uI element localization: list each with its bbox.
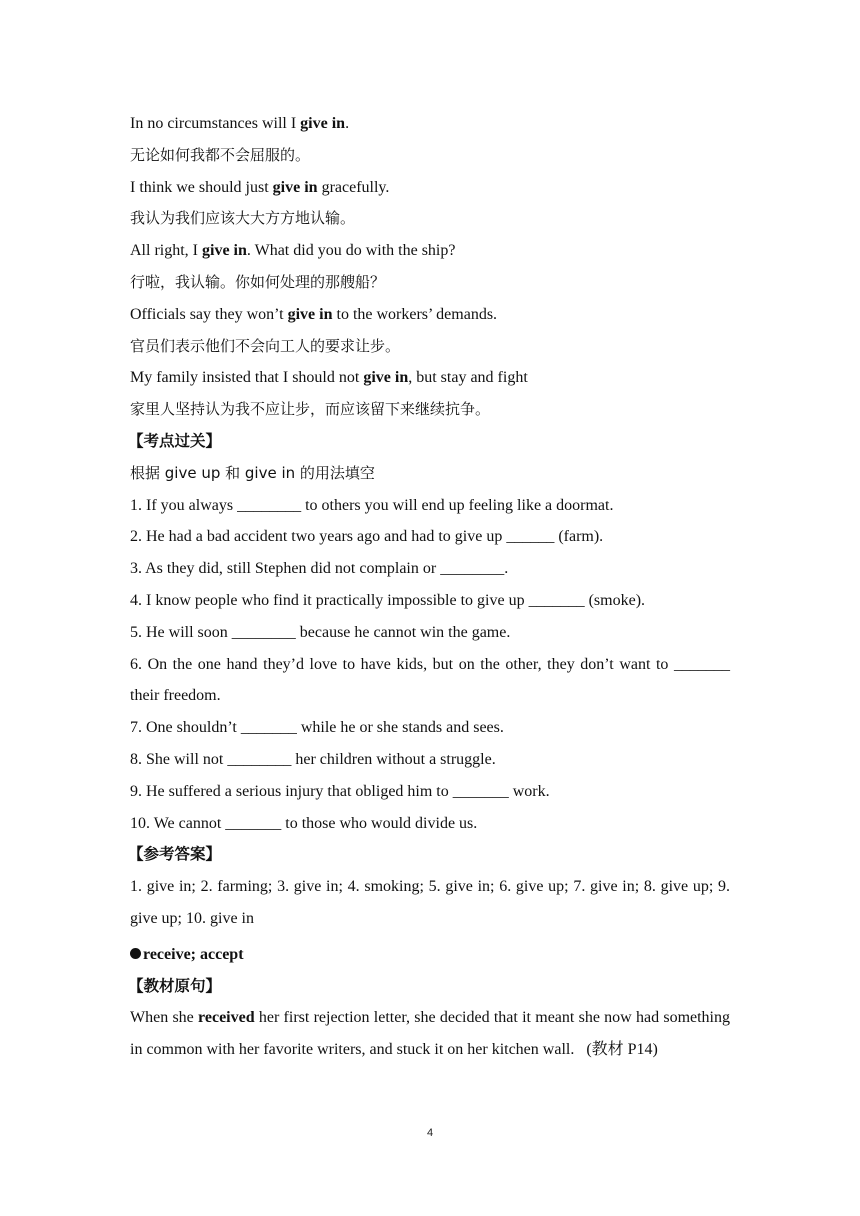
keyword-give-in: give in xyxy=(363,369,409,387)
example-sentence-zh: 家里人坚持认为我不应让步，而应该留下来继续抗争。 xyxy=(130,400,491,419)
keyword-give-in: give in xyxy=(300,115,346,132)
answers-text: 1. give in; 2. farming; 3. give in; 4. smoking; 5. give in; 6. give up; 7. give in; 8. give up; 9. give up; 10. give in xyxy=(130,878,730,927)
example-sentence-zh: 行啦，我认输。你如何处理的那艘船？ xyxy=(130,272,386,291)
exercise-item-3: 3. As they did, still Stephen did not complain or ________. xyxy=(130,560,509,578)
exercise-list xyxy=(130,490,730,840)
keyword-give-in: give in xyxy=(202,242,247,260)
example-block-1 xyxy=(130,108,730,172)
example-sentence-en: All right, I give in. What did you do with the ship? xyxy=(130,242,456,260)
exercise-item-4: 4. I know people who find it practically impossible to give up _______ (smoke). xyxy=(130,591,646,609)
exercise-heading: 【考点过关】 xyxy=(128,431,222,450)
exercise-instruction: 根据 give up 和 give in 的用法填空 xyxy=(130,463,375,482)
exercise-item-9: 9. He suffered a serious injury that obliged him to _______ work. xyxy=(130,782,550,800)
example-block-4 xyxy=(130,299,730,363)
example-sentence-en: In no circumstances will I give in. xyxy=(130,115,350,132)
source-sentence: When she received her first rejection letter, she decided that it meant she now had something in common with her favorite writers, and stuck it on her kitchen wall. (教材 P14) xyxy=(130,1009,731,1059)
keyword-give-in: give in xyxy=(272,178,318,196)
section-title: receive; accept xyxy=(130,939,730,971)
example-sentence-zh: 我认为我们应该大大方方地认输。 xyxy=(130,209,356,228)
exercise-item-1: 1. If you always ________ to others you will end up feeling like a doormat. xyxy=(130,496,614,514)
page-number: 4 xyxy=(426,1127,434,1139)
document-page xyxy=(130,108,730,1066)
exercise-item-6: 6. On the one hand they’d love to have kids, but on the other, they don’t want to _______ their freedom. xyxy=(130,655,730,705)
example-sentence-en: My family insisted that I should not give in, but stay and fight xyxy=(130,369,528,387)
keyword-received: received xyxy=(198,1009,255,1027)
example-sentence-en: I think we should just give in gracefully. xyxy=(130,178,390,196)
exercise-item-2: 2. He had a bad accident two years ago and had to give up ______ (farm). xyxy=(130,528,604,546)
exercise-item-7: 7. One shouldn’t _______ while he or she stands and sees. xyxy=(130,719,504,737)
keyword-give-in: give in xyxy=(287,305,333,323)
exercise-item-5: 5. He will soon ________ because he cannot win the game. xyxy=(130,623,511,641)
source-heading: 【教材原句】 xyxy=(128,976,222,995)
example-block-5 xyxy=(130,362,730,426)
bullet-icon xyxy=(130,948,141,959)
example-sentence-zh: 官员们表示他们不会向工人的要求让步。 xyxy=(130,336,401,355)
exercise-item-8: 8. She will not ________ her children without a struggle. xyxy=(130,750,496,768)
example-block-2 xyxy=(130,172,730,236)
example-sentence-zh: 无论如何我都不会屈服的。 xyxy=(130,145,311,164)
answers-heading: 【参考答案】 xyxy=(128,845,222,864)
example-block-3 xyxy=(130,235,730,299)
example-sentence-en: Officials say they won’t give in to the workers’ demands. xyxy=(130,305,498,323)
exercise-item-10: 10. We cannot _______ to those who would divide us. xyxy=(130,814,478,832)
